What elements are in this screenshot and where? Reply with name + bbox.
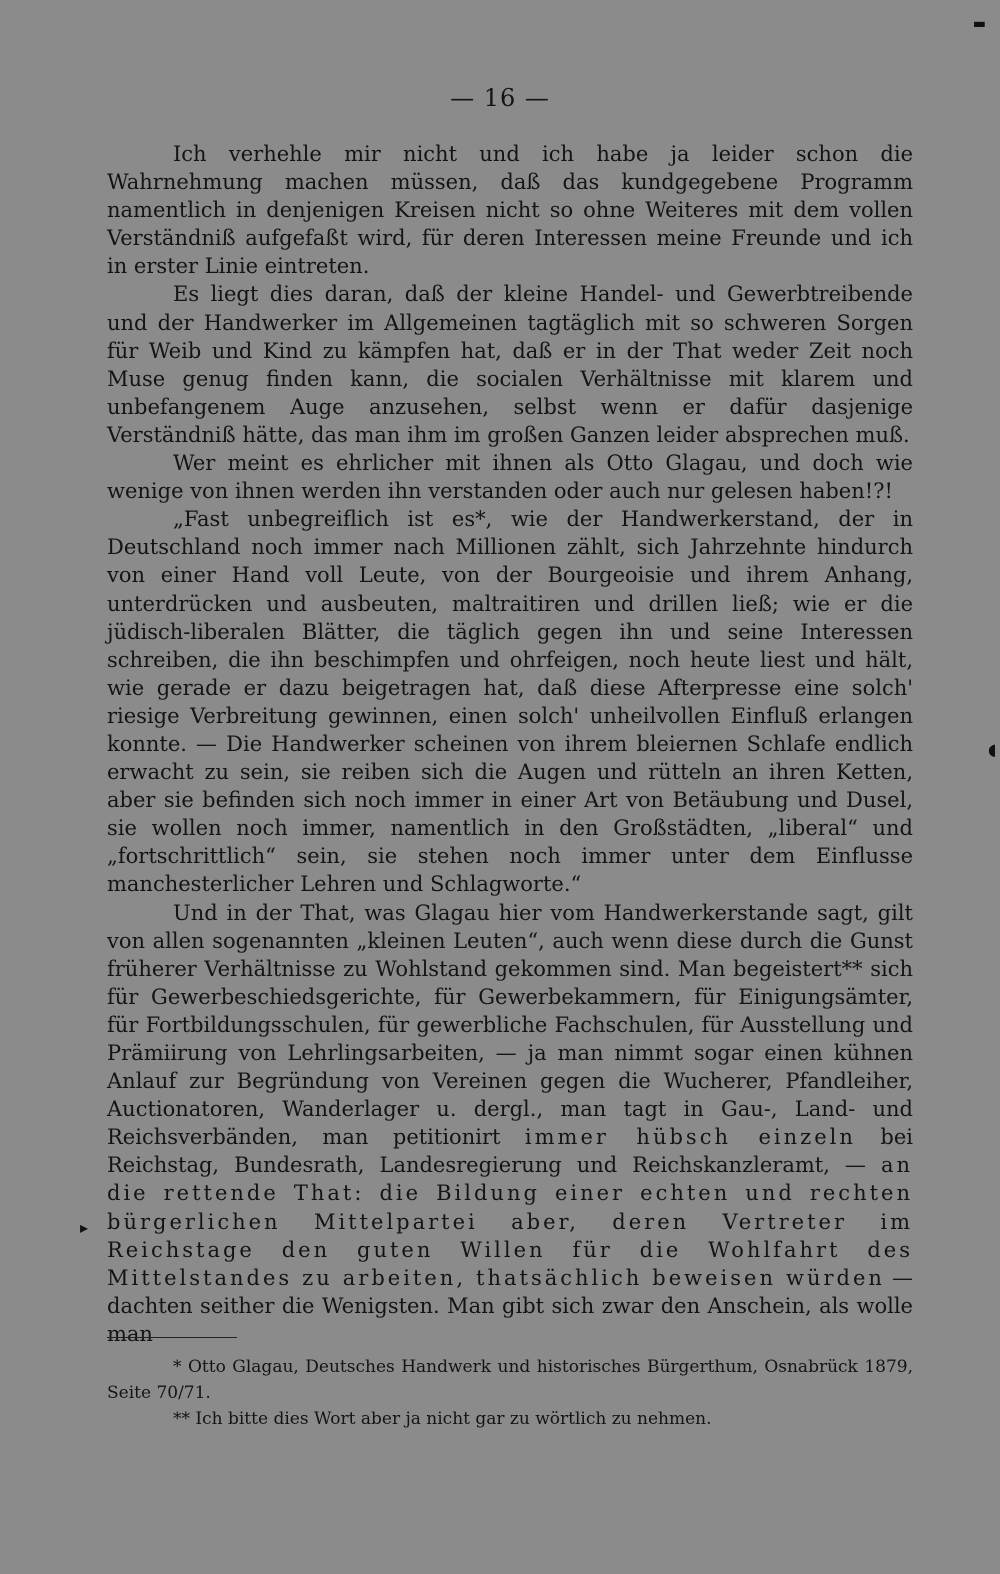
footnote: * Otto Glagau, Deutsches Handwerk und historisches Bürgerthum, Osnabrück 1879, Seite 70/71.: [107, 1357, 913, 1403]
paragraph: Ich verhehle mir nicht und ich habe ja leider schon die Wahrnehmung machen müssen, daß das kundgegebene Programm namentlich in denjenigen Kreisen nicht so ohne Weiteres mit dem vollen Verständniß aufgefaßt wird, für deren Interessen meine Freunde und ich in erster Linie eintreten.: [107, 142, 913, 279]
paragraph: Wer meint es ehrlicher mit ihnen als Otto Glagau, und doch wie wenige von ihnen werden ihn verstanden oder auch nur gelesen haben!?!: [107, 451, 913, 504]
margin-mark: ◖: [988, 740, 997, 759]
paragraph: Es liegt dies daran, daß der kleine Handel- und Gewerbtreibende und der Handwerker im Allgemeinen tagtäglich mit so schweren Sorgen für Weib und Kind zu kämpfen hat, daß er in der That weder Zeit noch Muse genug finden kann, die socialen Verhältnisse mit klarem und unbefangenem Auge anzusehen, selbst wenn er dafür dasjenige Verständniß hätte, das man ihm im großen Ganzen leider absprechen muß.: [107, 282, 913, 447]
footnote: ** Ich bitte dies Wort aber ja nicht gar zu wörtlich zu nehmen.: [173, 1409, 712, 1429]
paragraph: [107, 899, 913, 1349]
quotation-paragraph: „Fast unbegreiflich ist es*, wie der Handwerkerstand, der in Deutschland noch immer nach Millionen zählt, sich Jahrzehnte hindurch von einer Hand voll Leute, von der Bourgeoisie und ihrem Anhang, unterdrücken und ausbeuten, maltraitiren und drillen ließ; wie er die jüdisch-liberalen Blätter, die täglich gegen ihn und seine Interessen schreiben, die ihn beschimpfen und ohrfeigen, noch heute liest und hält, wie gerade er dazu beigetragen hat, daß diese Afterpresse eine solch' riesige Verbreitung gewinnen, einen solch' unheilvollen Einfluß erlangen konnte. — Die Handwerker scheinen von ihrem bleiernen Schlafe endlich erwacht zu sein, sie reiben sich die Augen und rütteln an ihren Ketten, aber sie befinden sich noch immer in einer Art von Betäubung und Dusel, sie wollen noch immer, namentlich in den Großstädten, „liberal“ und „fortschrittlich“ sein, sie stehen noch immer unter dem Einflusse manchesterlicher Lehren und Schlagworte.“: [107, 507, 913, 897]
emphasized-text: immer hübsch einzeln: [524, 1125, 856, 1150]
margin-mark: ▸: [80, 1218, 89, 1237]
emphasized-text: an die rettende That: die Bildung einer echten und rechten bürgerlichen Mittelpartei aber, deren Vertreter im Reichstage den guten Willen für die Wohlfahrt des Mittelstandes zu arbeiten, thatsächlich beweisen würden: [107, 1153, 913, 1290]
text-segment: bei Reichstag, Bundesrath, Landesregierung und Reichskanzleramt, —: [107, 1125, 913, 1178]
main-text: [107, 140, 913, 1348]
footnotes: [107, 1354, 913, 1432]
text-segment: — dachten seither die Wenigsten. Man gibt sich zwar den Anschein, als wolle man: [107, 1265, 913, 1346]
text-segment: Und in der That, was Glagau hier vom Handwerkerstande sagt, gilt von allen sogenannten „kleinen Leuten“, auch wenn diese durch die Gunst früherer Verhältnisse zu Wohlstand gekommen sind. Man begeistert** sich für Gewerbeschiedsgerichte, für Gewerbekammern, für Einigungsämter, für Fortbildungsschulen, für gewerbliche Fachschulen, für Ausstellung und Prämiirung von Lehrlingsarbeiten, — ja man nimmt sogar einen kühnen Anlauf zur Begründung von Vereinen gegen die Wucherer, Pfandleiher, Auctionatoren, Wanderlager u. dergl., man tagt in Gau-, Land- und Reichsverbänden, man petitionirt: [107, 900, 913, 1150]
edge-mark: ▬: [972, 16, 986, 32]
page-number: — 16 —: [450, 84, 550, 112]
footnote-rule: [107, 1337, 237, 1338]
